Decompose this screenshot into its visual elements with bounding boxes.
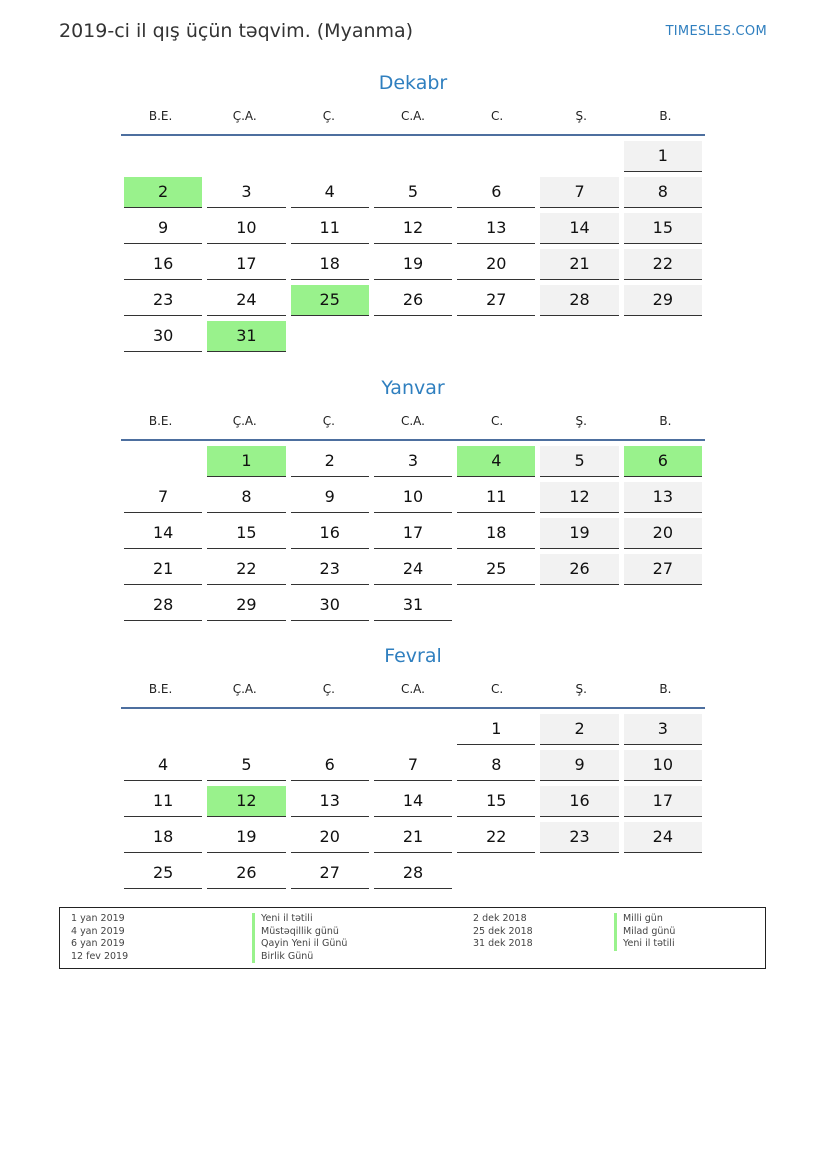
weekday-label: C. [491, 682, 504, 696]
day-cell: 3 [207, 177, 285, 208]
day-cell: 11 [457, 482, 535, 513]
day-cell: 14 [124, 518, 202, 549]
legend-holiday-name: Birlik Günü [252, 951, 347, 964]
legend-date: 2 dek 2018 [473, 913, 527, 924]
day-cell: 25 [457, 554, 535, 585]
day-cell: 18 [291, 249, 369, 280]
holiday-day-cell: 25 [291, 285, 369, 316]
empty-cell [291, 714, 369, 744]
day-cell: 1 [624, 141, 702, 172]
legend-holiday-name: Yeni il tətili [252, 913, 347, 926]
legend-date: 1 yan 2019 [71, 913, 125, 924]
weekday-label: B.E. [148, 414, 173, 428]
weekday-label: B. [659, 682, 672, 696]
day-cell: 10 [624, 750, 702, 781]
month-february [121, 641, 705, 894]
empty-cell [124, 714, 202, 744]
legend-holiday-name: Qayin Yeni il Günü [252, 938, 347, 951]
weekday-header [121, 671, 705, 709]
day-cell: 13 [624, 482, 702, 513]
day-cell: 22 [457, 822, 535, 853]
day-cell: 10 [374, 482, 452, 513]
legend-date: 6 yan 2019 [71, 938, 125, 949]
day-cell: 23 [291, 554, 369, 585]
day-cell: 23 [540, 822, 618, 853]
weekday-label: Ç. [322, 109, 335, 123]
legend-date: 4 yan 2019 [71, 925, 125, 937]
day-cell: 16 [124, 249, 202, 280]
month-january [121, 373, 705, 626]
day-grid [124, 136, 702, 357]
day-cell: 22 [207, 554, 285, 585]
day-cell: 22 [624, 249, 702, 280]
day-cell: 15 [624, 213, 702, 244]
day-grid [124, 441, 702, 626]
legend-left-names [252, 913, 347, 963]
day-cell: 8 [457, 750, 535, 781]
day-cell: 25 [124, 858, 202, 889]
day-cell: 26 [374, 285, 452, 316]
legend-right-dates [473, 913, 533, 951]
day-cell: 2 [540, 714, 618, 745]
weekday-label: C. [491, 109, 504, 123]
day-cell: 14 [540, 213, 618, 244]
weekday-label: Ş. [575, 109, 587, 123]
day-cell: 18 [124, 822, 202, 853]
day-cell: 7 [374, 750, 452, 781]
day-cell: 27 [457, 285, 535, 316]
legend-holiday-name: Yeni il tətili [614, 938, 675, 951]
day-cell: 19 [374, 249, 452, 280]
holiday-day-cell: 1 [207, 446, 285, 477]
day-cell: 11 [124, 786, 202, 817]
day-cell: 3 [624, 714, 702, 745]
empty-cell [374, 141, 452, 171]
weekday-label: Ç.A. [232, 414, 257, 428]
day-cell: 19 [207, 822, 285, 853]
day-cell: 3 [374, 446, 452, 477]
holiday-day-cell: 31 [207, 321, 285, 352]
day-cell: 29 [207, 590, 285, 621]
day-cell: 14 [374, 786, 452, 817]
brand-link[interactable]: TIMESLES.COM [665, 24, 767, 39]
day-cell: 9 [124, 213, 202, 244]
day-cell: 7 [540, 177, 618, 208]
day-cell: 26 [540, 554, 618, 585]
day-cell: 24 [624, 822, 702, 853]
day-cell: 20 [291, 822, 369, 853]
day-cell: 5 [374, 177, 452, 208]
weekday-label: Ç. [322, 682, 335, 696]
day-cell: 11 [291, 213, 369, 244]
weekday-label: B.E. [148, 682, 173, 696]
empty-cell [291, 141, 369, 171]
day-cell: 4 [124, 750, 202, 781]
day-cell: 17 [624, 786, 702, 817]
month-title: Dekabr [378, 72, 448, 94]
day-cell: 12 [374, 213, 452, 244]
legend-holiday-name: Milli gün [614, 913, 675, 926]
empty-cell [457, 141, 535, 171]
day-cell: 13 [457, 213, 535, 244]
day-cell: 6 [291, 750, 369, 781]
day-cell: 28 [540, 285, 618, 316]
empty-cell [374, 714, 452, 744]
day-cell: 27 [291, 858, 369, 889]
day-cell: 15 [457, 786, 535, 817]
day-cell: 20 [624, 518, 702, 549]
weekday-label: Ş. [575, 414, 587, 428]
day-cell: 23 [124, 285, 202, 316]
holiday-legend [59, 907, 766, 969]
day-cell: 30 [124, 321, 202, 352]
day-cell: 16 [291, 518, 369, 549]
day-cell: 15 [207, 518, 285, 549]
weekday-label: Ç. [322, 414, 335, 428]
day-cell: 18 [457, 518, 535, 549]
day-cell: 20 [457, 249, 535, 280]
day-cell: 24 [207, 285, 285, 316]
day-cell: 2 [291, 446, 369, 477]
day-cell: 24 [374, 554, 452, 585]
day-grid [124, 709, 702, 894]
weekday-label: B. [659, 414, 672, 428]
legend-left-dates [71, 913, 128, 963]
weekday-label: Ş. [575, 682, 587, 696]
weekday-label: C.A. [400, 109, 425, 123]
month-title: Fevral [384, 645, 442, 667]
weekday-label: C.A. [400, 414, 425, 428]
weekday-label: B. [659, 109, 672, 123]
day-cell: 9 [291, 482, 369, 513]
day-cell: 29 [624, 285, 702, 316]
day-cell: 10 [207, 213, 285, 244]
legend-date: 12 fev 2019 [71, 950, 129, 962]
day-cell: 28 [124, 590, 202, 621]
weekday-label: B.E. [148, 109, 173, 123]
day-cell: 21 [540, 249, 618, 280]
holiday-day-cell: 4 [457, 446, 535, 477]
day-cell: 17 [374, 518, 452, 549]
month-title: Yanvar [381, 377, 445, 399]
day-cell: 5 [540, 446, 618, 477]
weekday-label: Ç.A. [232, 682, 257, 696]
holiday-day-cell: 6 [624, 446, 702, 477]
day-cell: 9 [540, 750, 618, 781]
day-cell: 16 [540, 786, 618, 817]
day-cell: 21 [124, 554, 202, 585]
day-cell: 1 [457, 714, 535, 745]
weekday-header [121, 403, 705, 441]
day-cell: 27 [624, 554, 702, 585]
holiday-day-cell: 2 [124, 177, 202, 208]
legend-holiday-name: Müstəqillik günü [252, 926, 347, 939]
empty-cell [540, 141, 618, 171]
weekday-header [121, 98, 705, 136]
legend-date: 25 dek 2018 [473, 925, 533, 937]
day-cell: 4 [291, 177, 369, 208]
weekday-label: Ç.A. [232, 109, 257, 123]
day-cell: 17 [207, 249, 285, 280]
day-cell: 28 [374, 858, 452, 889]
day-cell: 30 [291, 590, 369, 621]
day-cell: 13 [291, 786, 369, 817]
day-cell: 5 [207, 750, 285, 781]
day-cell: 21 [374, 822, 452, 853]
day-cell: 6 [457, 177, 535, 208]
day-cell: 19 [540, 518, 618, 549]
day-cell: 26 [207, 858, 285, 889]
month-december [121, 68, 705, 357]
day-cell: 8 [207, 482, 285, 513]
page-title: 2019-ci il qış üçün təqvim. (Myanma) [59, 20, 414, 42]
empty-cell [207, 714, 285, 744]
legend-right-names [614, 913, 675, 951]
day-cell: 31 [374, 590, 452, 621]
day-cell: 7 [124, 482, 202, 513]
day-cell: 8 [624, 177, 702, 208]
empty-cell [124, 141, 202, 171]
legend-holiday-name: Milad günü [614, 926, 675, 939]
holiday-day-cell: 12 [207, 786, 285, 817]
day-cell: 12 [540, 482, 618, 513]
empty-cell [124, 446, 202, 476]
weekday-label: C. [491, 414, 504, 428]
empty-cell [207, 141, 285, 171]
weekday-label: C.A. [400, 682, 425, 696]
legend-date: 31 dek 2018 [473, 938, 533, 949]
